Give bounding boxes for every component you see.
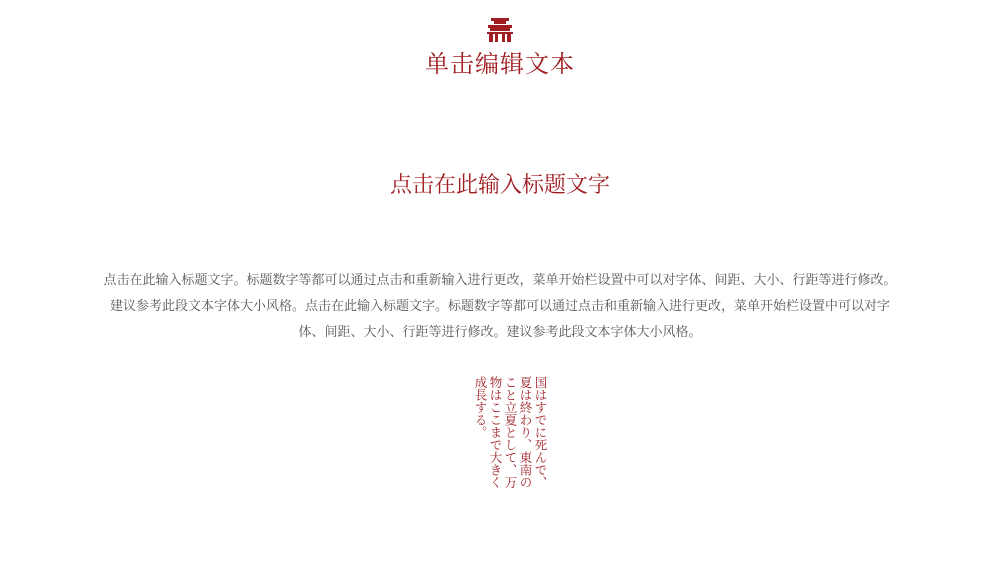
vertical-poem[interactable] [456,376,548,536]
poem-line: 国はすでに死んで、 [533,376,548,489]
page-title[interactable]: 点击在此输入标题文字 [389,173,610,198]
poem-line: 物はここまで大きく [488,376,503,489]
poem-line: 夏は終わり、東南の [518,376,533,489]
temple-icon [487,18,513,42]
poem-line: 成長する。 [473,376,488,439]
poem-line: こと立夏として、万 [503,376,518,489]
header-title[interactable]: 单击编辑文本 [425,50,575,78]
body-paragraph[interactable]: 点击在此输入标题文字。标题数字等都可以通过点击和重新输入进行更改，菜单开始栏设置中可以对字体、间距、大小、行距等进行修改。建议参考此段文本字体大小风格。点击在此输入标题文字。标题数字等都可以通过点击和重新输入进行更改，菜单开始栏设置中可以对字体、间距、大小、行距等进行修改。建议参考此段文本字体大小风格。 [103,273,897,340]
